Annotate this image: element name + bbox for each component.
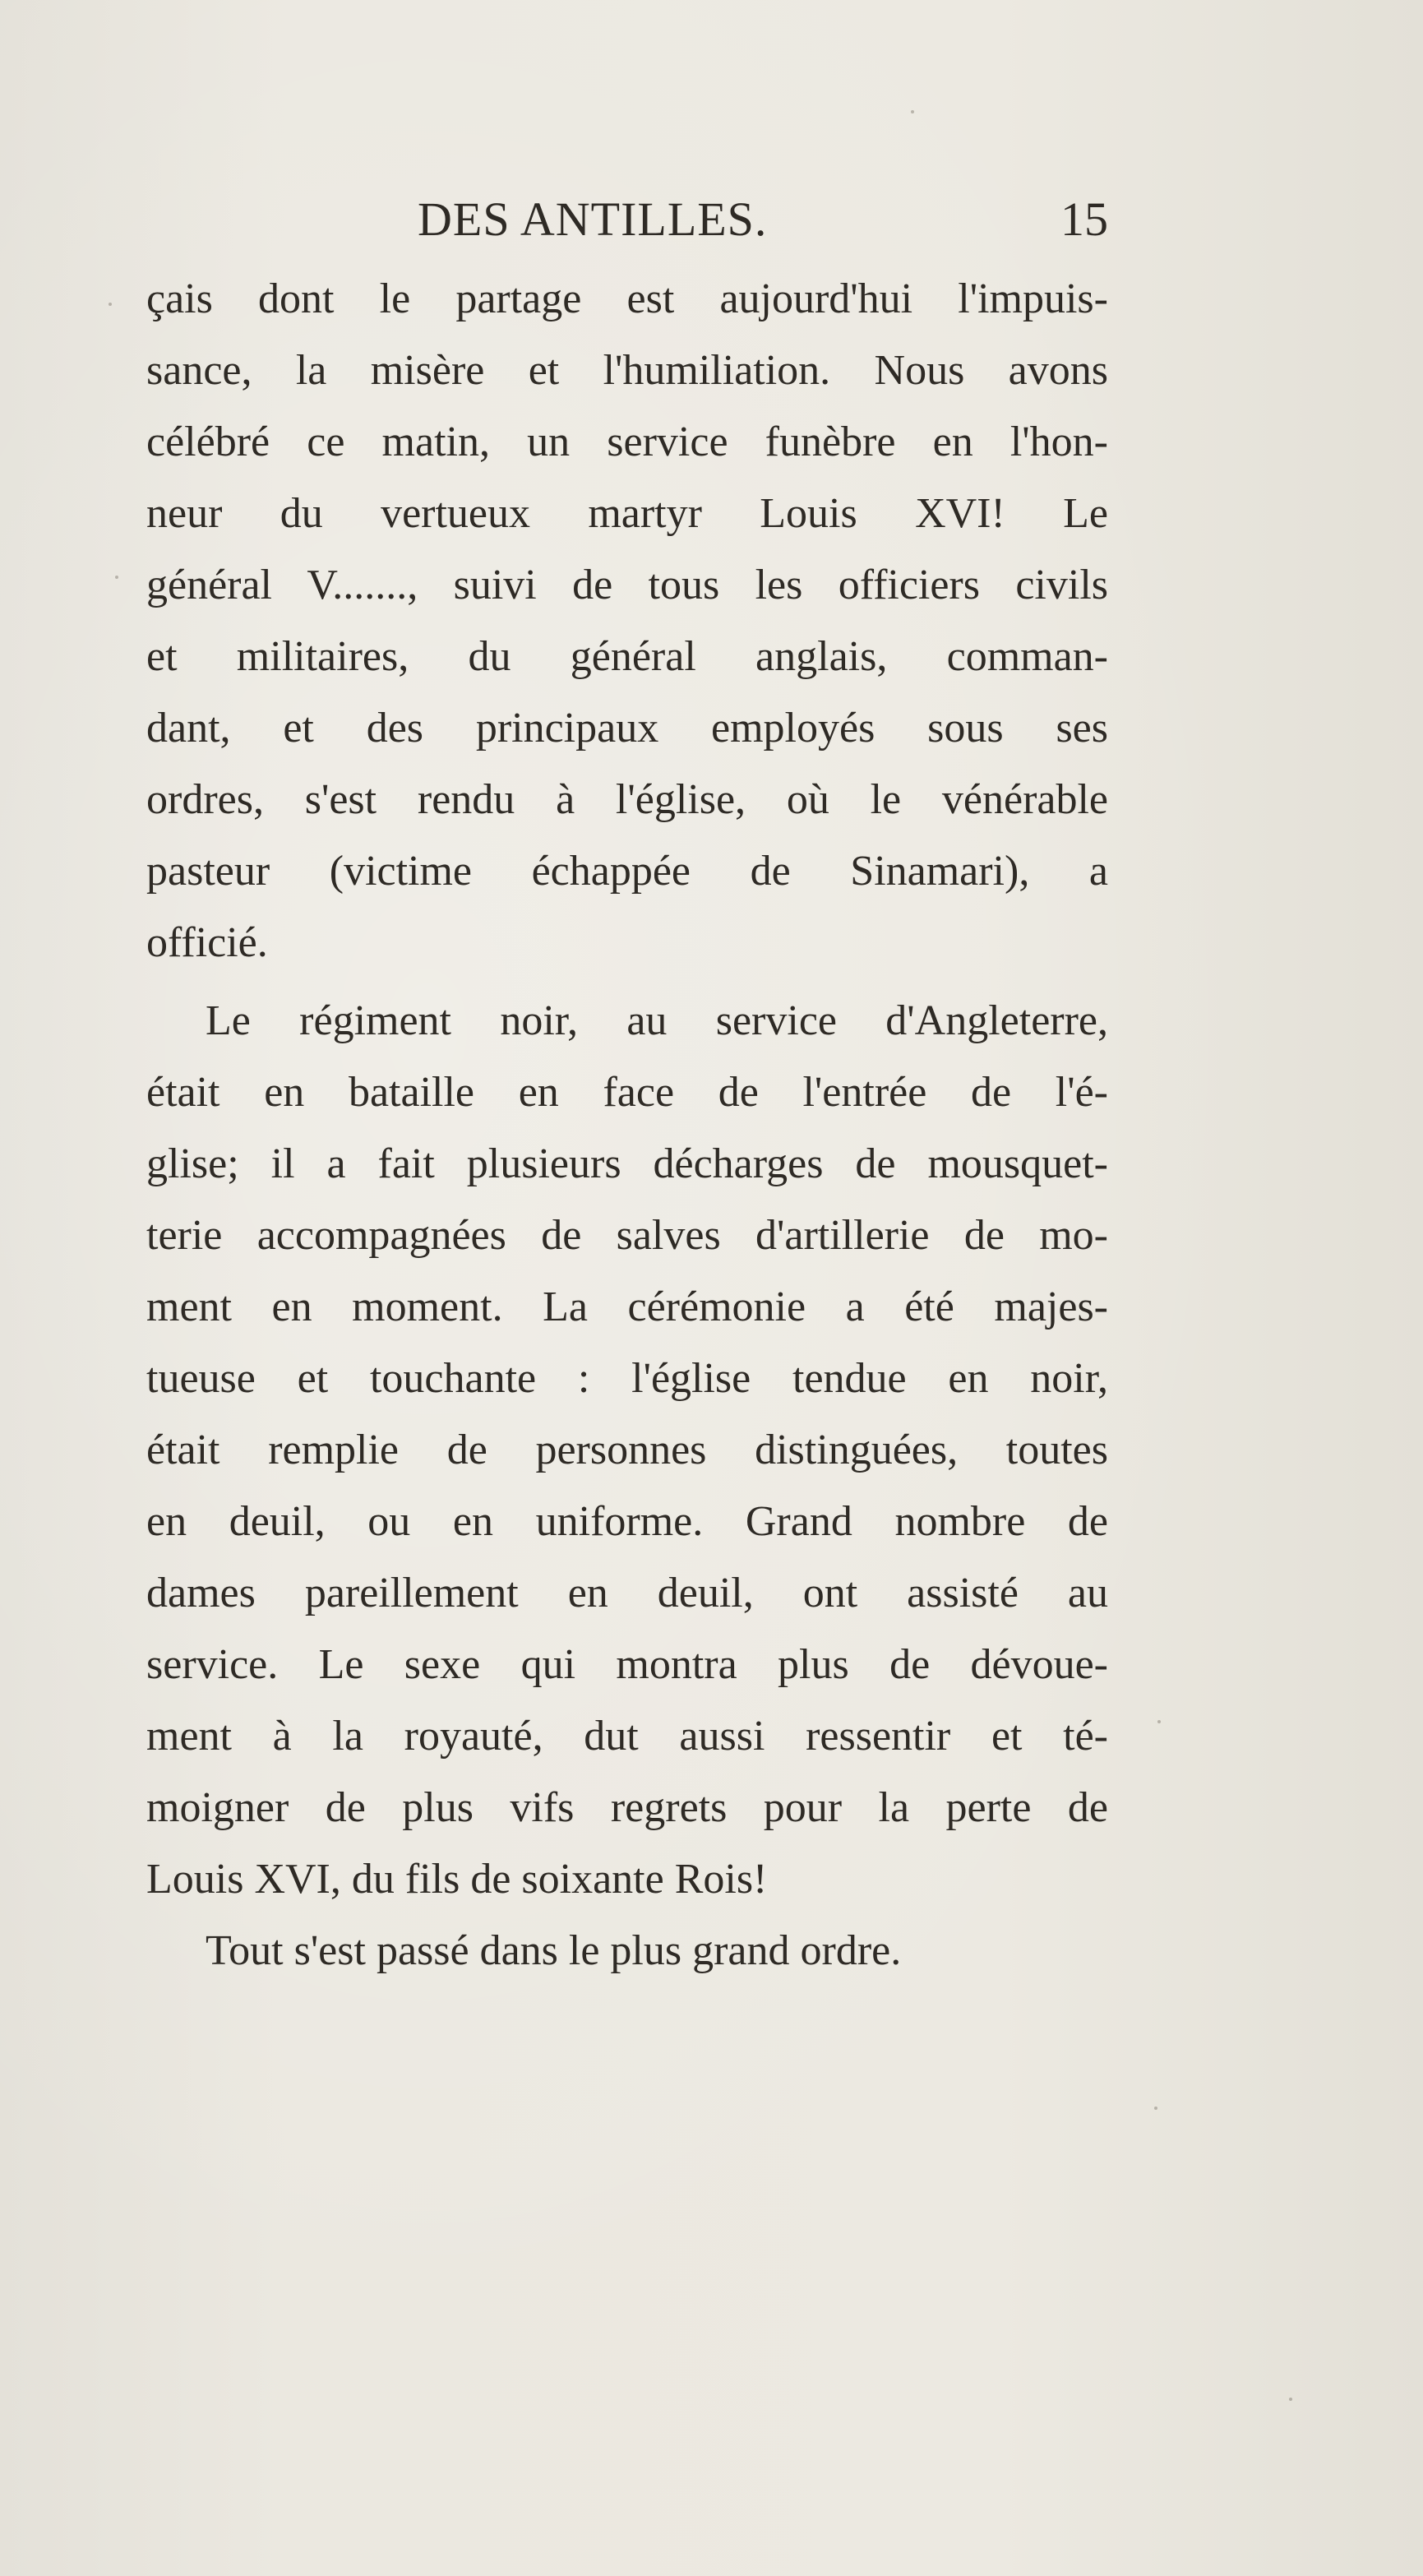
text-line: et militaires, du général anglais, comman- — [146, 633, 1108, 680]
text-line: dant, et des principaux employés sous ses — [146, 705, 1108, 752]
paper-speck — [1289, 2398, 1292, 2401]
body-text — [146, 263, 1108, 1986]
text-line: sance, la misère et l'humiliation. Nous avons — [146, 347, 1108, 394]
text-line: service. Le sexe qui montra plus de dévoue- — [146, 1641, 1108, 1688]
text-line: dames pareillement en deuil, ont assisté au — [146, 1570, 1108, 1616]
text-line: terie accompagnées de salves d'artillerie de mo- — [146, 1212, 1108, 1259]
text-line: en deuil, ou en uniforme. Grand nombre de — [146, 1498, 1108, 1545]
text-line: çais dont le partage est aujourd'hui l'impuis- — [146, 275, 1108, 322]
text-line: était en bataille en face de l'entrée de l'é- — [146, 1069, 1108, 1116]
paragraph-gap — [146, 978, 1108, 985]
text-line: était remplie de personnes distinguées, toutes — [146, 1427, 1108, 1473]
text-line: moigner de plus vifs regrets pour la perte de — [146, 1784, 1108, 1831]
text-line: officié. — [146, 919, 268, 966]
page-header — [146, 183, 1108, 257]
paper-speck — [109, 303, 112, 306]
text-line: pasteur (victime échappée de Sinamari), a — [146, 848, 1108, 895]
text-line: Louis XVI, du fils de soixante Rois! — [146, 1856, 768, 1903]
text-line: général V......., suivi de tous les officiers civils — [146, 562, 1108, 608]
text-line: ordres, s'est rendu à l'église, où le vénérable — [146, 776, 1108, 823]
text-line: tueuse et touchante : l'église tendue en noir, — [146, 1355, 1108, 1402]
text-line: ment en moment. La cérémonie a été majes- — [146, 1283, 1108, 1330]
text-line: Le régiment noir, au service d'Angleterre, — [206, 997, 1108, 1044]
text-line: célébré ce matin, un service funèbre en l'hon- — [146, 419, 1108, 465]
text-line: neur du vertueux martyr Louis XVI! Le — [146, 490, 1108, 537]
text-line: glise; il a fait plusieurs décharges de mousquet- — [146, 1140, 1108, 1187]
paper-speck — [115, 576, 118, 579]
text-line: ment à la royauté, dut aussi ressentir et té- — [146, 1713, 1108, 1760]
paper-speck — [1154, 2107, 1157, 2110]
text-line: Tout s'est passé dans le plus grand ordre. — [206, 1927, 902, 1974]
paper-speck — [911, 110, 914, 113]
paper-speck — [1157, 1720, 1161, 1723]
running-head: DES ANTILLES. — [418, 192, 768, 246]
page-number: 15 — [1060, 192, 1108, 246]
